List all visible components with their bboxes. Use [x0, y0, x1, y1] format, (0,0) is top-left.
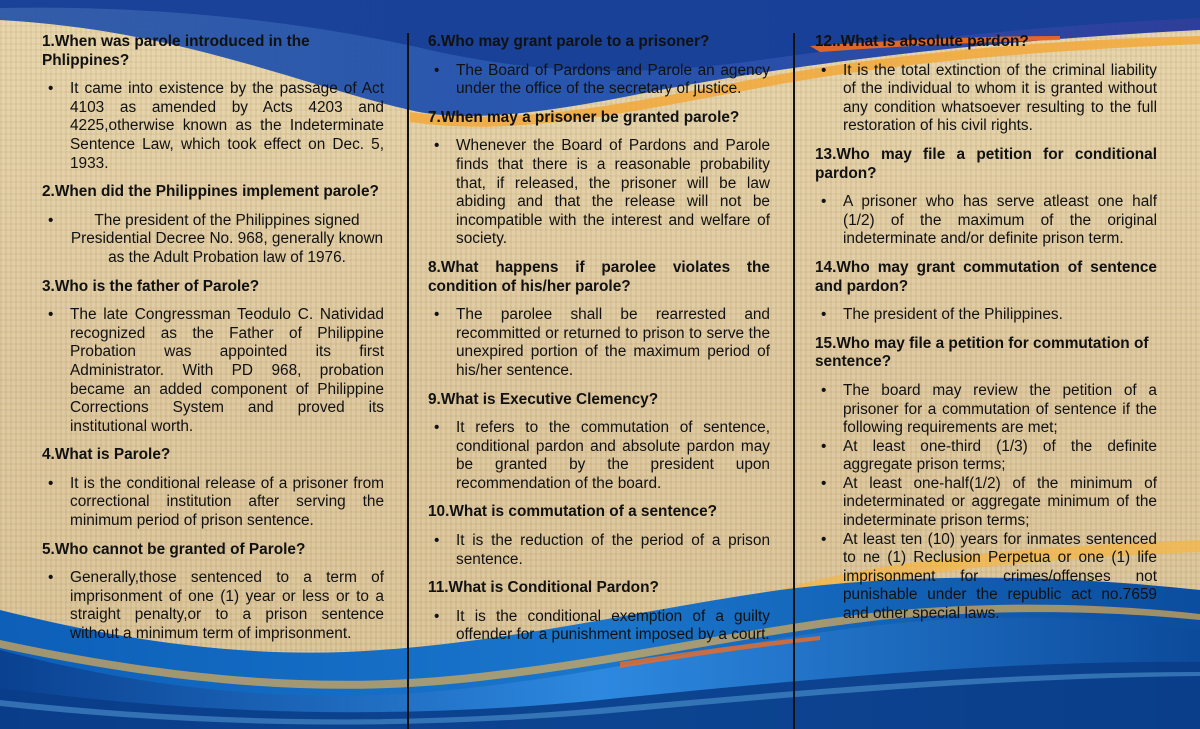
question-1: 1.When was parole introduced in the Phlippines? [42, 33, 310, 69]
answer-11: • It is the conditional exemption of a guilty offender for a punishment imposed by a court. [456, 608, 770, 645]
faq-panel-middle [428, 33, 770, 655]
answer-15-requirement-2: • At least one-half(1/2) of the minimum of indeterminated or aggregate minimum of the indeterminate prison terms; [843, 475, 1157, 531]
answer-list-7 [428, 137, 770, 249]
answer-list-3 [42, 306, 384, 436]
answer-1: • It came into existence by the passage of Act 4103 as amended by Acts 4203 and 4225,otherwise known as the Indeterminate Sentence Law, which took effect on Dec. 5, 1933. [70, 80, 384, 173]
answer-12: • It is the total extinction of the criminal liability of the individual to whom it is granted without any condition whatsoever resulting to the full restoration of his civil rights. [843, 62, 1157, 136]
answer-list-15 [815, 382, 1157, 624]
question-2: 2.When did the Philippines implement parole? [42, 183, 379, 201]
question-13: 13.Who may file a petition for conditional pardon? [815, 145, 1157, 182]
faq-panel-right [815, 33, 1157, 634]
answer-list-5 [42, 569, 384, 643]
answer-list-9 [428, 419, 770, 493]
question-8: 8.What happens if parolee violates the condition of his/her parole? [428, 258, 770, 295]
column-divider-right [793, 33, 795, 729]
question-7: 7.When may a prisoner be granted parole? [428, 108, 740, 126]
answer-10: • It is the reduction of the period of a prison sentence. [456, 532, 770, 569]
answer-list-10 [428, 532, 770, 569]
question-6: 6.Who may grant parole to a prisoner? [428, 33, 710, 50]
answer-8: • The parolee shall be rearrested and recommitted or returned to prison to serve the unexpired portion of the maximum period of his/her sentence. [456, 306, 770, 380]
answer-3: • The late Congressman Teodulo C. Natividad recognized as the Father of Philippine Probation was appointed its first Administrator. With PD 968, probation became an added component of Philippine Corrections System and proved its institutional worth. [70, 306, 384, 436]
question-5: 5.Who cannot be granted of Parole? [42, 540, 306, 558]
answer-list-12 [815, 62, 1157, 136]
answer-list-11 [428, 608, 770, 645]
answer-4: • It is the conditional release of a prisoner from correctional institution after serving the minimum period of prison sentence. [70, 475, 384, 531]
answer-13: • A prisoner who has serve atleast one half (1/2) of the maximum of the original indeterminate and/or definite prison term. [843, 193, 1157, 249]
question-15: 15.Who may file a petition for commutation of sentence? [815, 334, 1149, 371]
answer-list-14 [815, 306, 1157, 325]
answer-14: • The president of the Philippines. [843, 306, 1157, 325]
answer-list-6 [428, 62, 770, 99]
question-11: 11.What is Conditional Pardon? [428, 579, 659, 597]
answer-15-requirement-3: • At least ten (10) years for inmates sentenced to ne (1) Reclusion Perpetua or one (1) life imprisonment for crimes/offenses not punishable under the republic act no.7659 and other special laws. [843, 531, 1157, 624]
question-10: 10.What is commutation of a sentence? [428, 503, 718, 521]
faq-panel-left [42, 33, 384, 654]
answer-list-2 [42, 212, 384, 268]
question-14: 14.Who may grant commutation of sentence and pardon? [815, 258, 1157, 295]
answer-9: • It refers to the commutation of sentence, conditional pardon and absolute pardon may be granted by the president upon recommendation of the board. [456, 419, 770, 493]
answer-list-8 [428, 306, 770, 380]
answer-list-4 [42, 475, 384, 531]
answer-15-requirement-1: • At least one-third (1/3) of the definite aggregate prison terms; [843, 438, 1157, 475]
answer-2: • The president of the Philippines signed Presidential Decree No. 968, generally known as the Adult Probation law of 1976. [70, 212, 384, 268]
question-3: 3.Who is the father of Parole? [42, 277, 260, 295]
question-12: 12..What is absolute pardon? [815, 33, 1029, 50]
question-4: 4.What is Parole? [42, 446, 171, 464]
answer-7: • Whenever the Board of Pardons and Parole finds that there is a reasonable probability that, if released, the prisoner will be law abiding and that the release will not be incompatible with the interest and welfare of society. [456, 137, 770, 249]
answer-15-intro: • The board may review the petition of a prisoner for a commutation of sentence if the following requirements are met; [843, 382, 1157, 438]
answer-5: • Generally,those sentenced to a term of imprisonment of one (1) year or less or to a straight penalty,or to a prison sentence without a minimum term of imprisonment. [70, 569, 384, 643]
answer-6: • The Board of Pardons and Parole an agency under the office of the secretary of justice. [456, 62, 770, 99]
question-9: 9.What is Executive Clemency? [428, 390, 659, 408]
answer-list-13 [815, 193, 1157, 249]
column-divider-left [407, 33, 409, 729]
answer-list-1 [42, 80, 384, 173]
